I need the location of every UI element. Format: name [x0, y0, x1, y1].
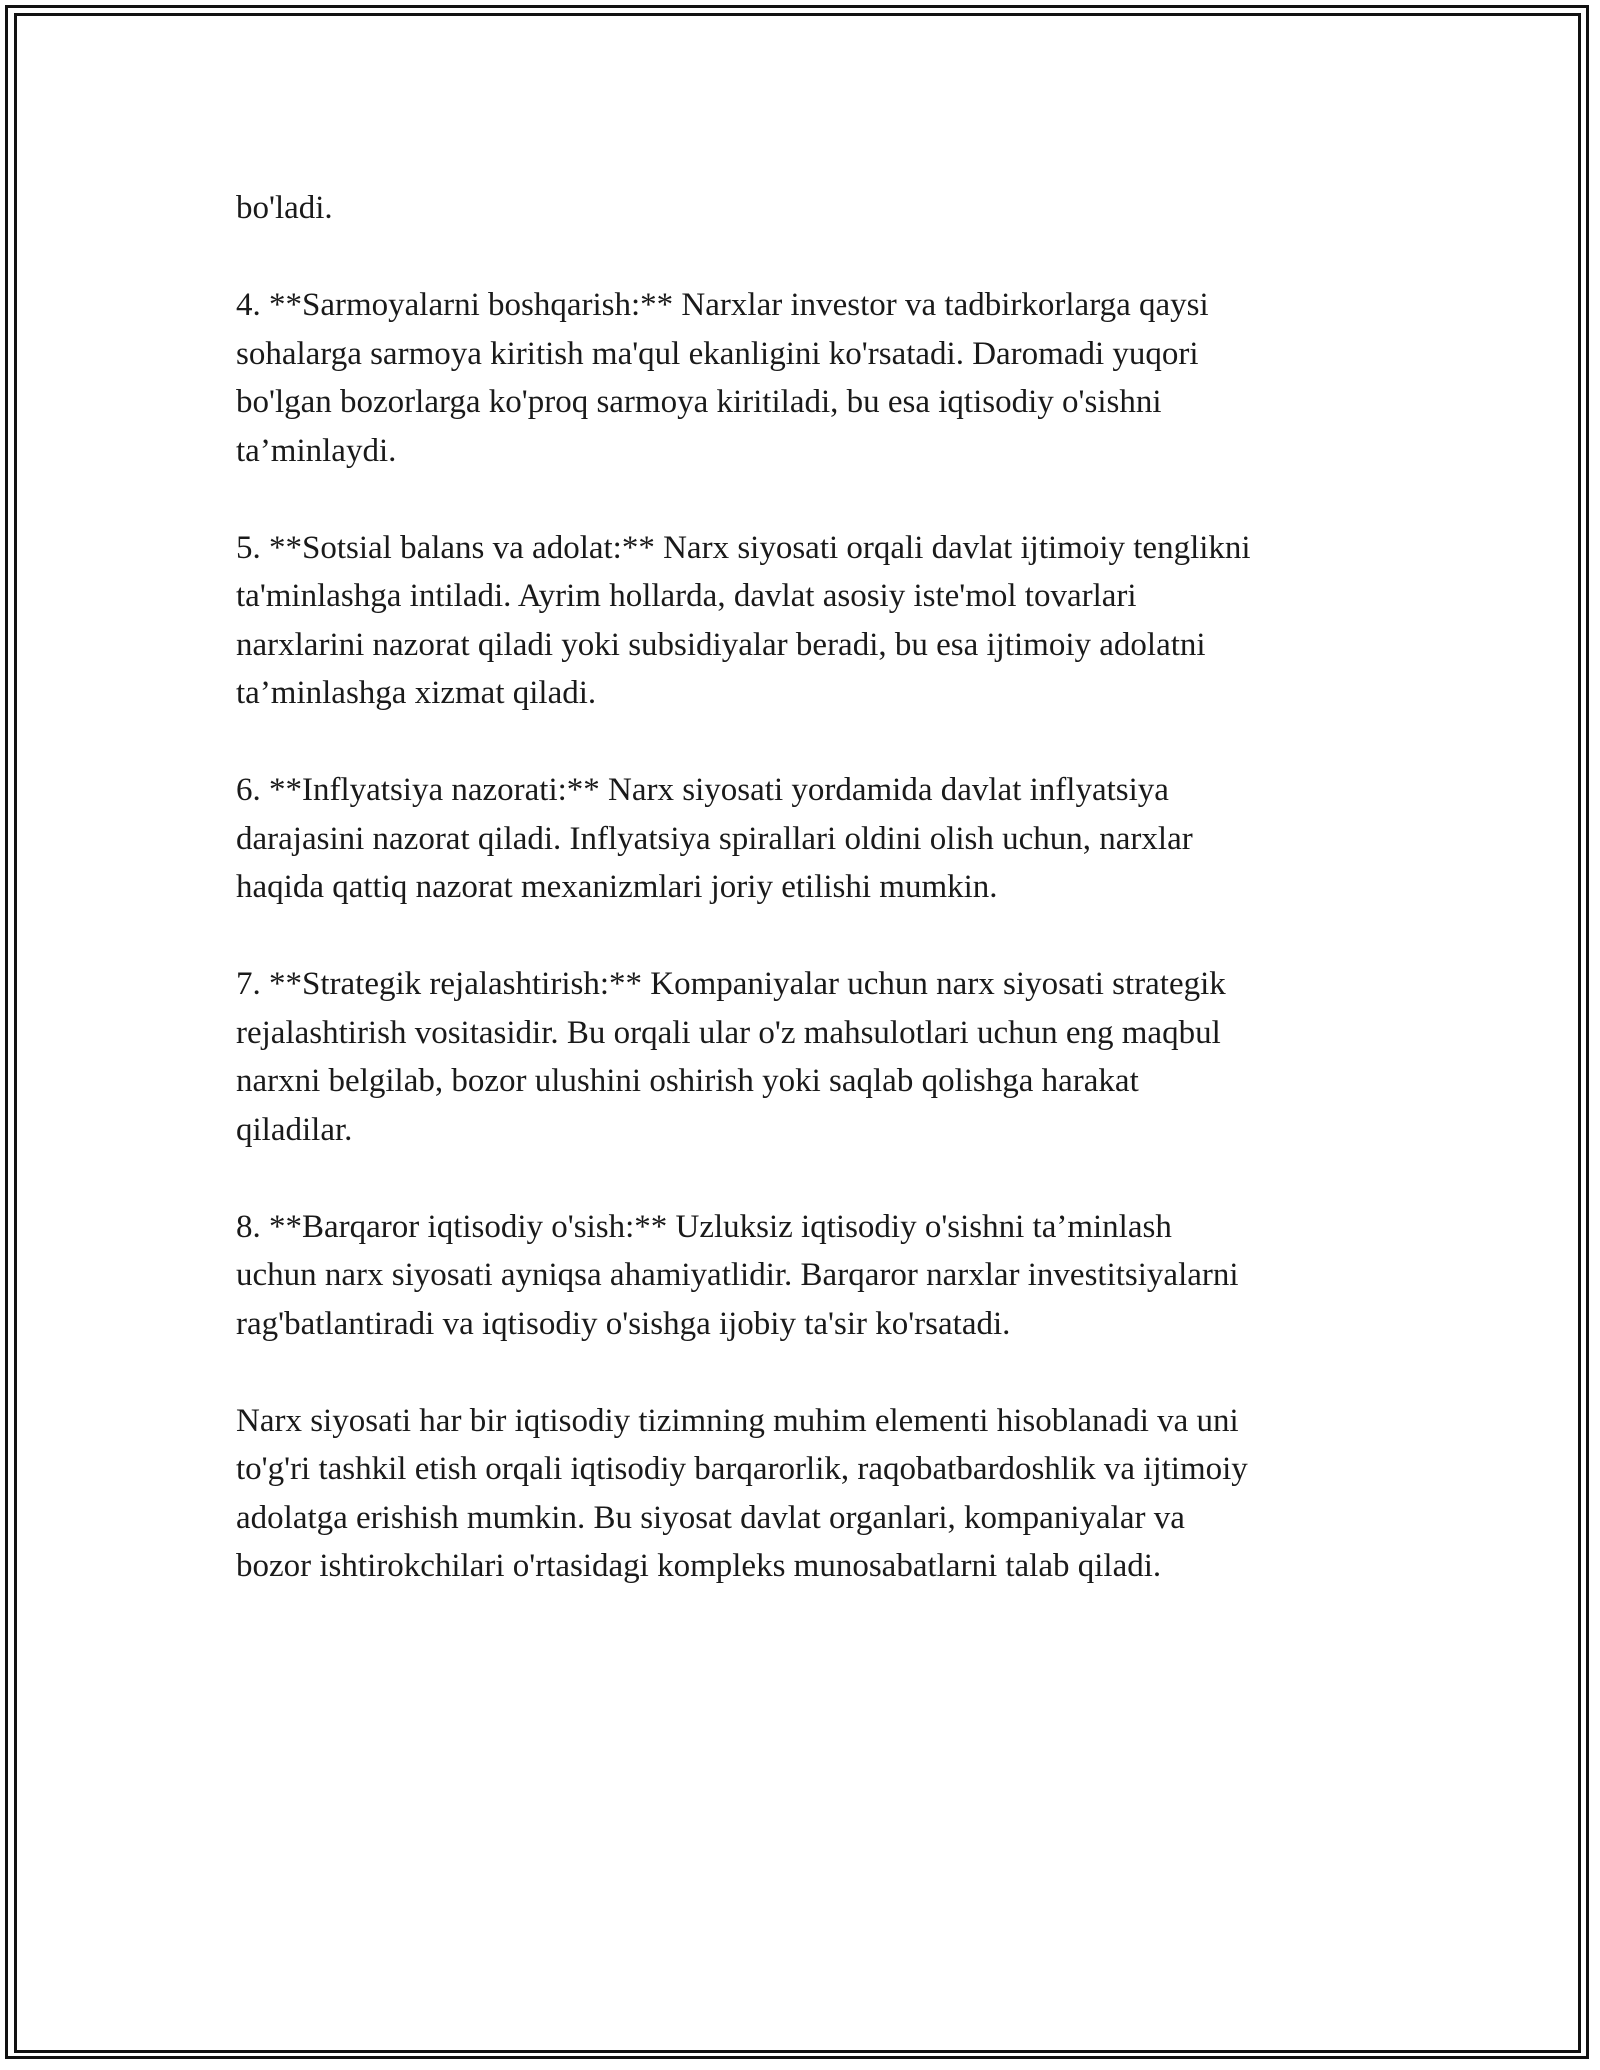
- paragraph-sotsial-balans: 5. **Sotsial balans va adolat:** Narx siyosati orqali davlat ijtimoiy tenglikni ta'minlashga intiladi. Ayrim hollarda, davlat asosiy iste'mol tovarlari narxlarini nazorat qiladi yoki subsidiyalar beradi, bu esa ijtimoiy adolatni ta’minlashga xizmat qiladi.: [236, 529, 1251, 711]
- paragraph-strategik-rejalashtirish: 7. **Strategik rejalashtirish:** Kompaniyalar uchun narx siyosati strategik rejalashtirish vositasidir. Bu orqali ular o'z mahsulotlari uchun eng maqbul narxni belgilab, bozor ulushini oshirish yoki saqlab qolishga harakat qiladilar.: [236, 966, 1226, 1148]
- paragraph-barqaror-osish: 8. **Barqaror iqtisodiy o'sish:** Uzluksiz iqtisodiy o'sishni ta’minlash uchun narx siyosati ayniqsa ahamiyatlidir. Barqaror narxlar investitsiyalarni rag'batlantiradi va iqtisodiy o'sishga ijobiy ta'sir ko'rsatadi.: [236, 1208, 1239, 1342]
- paragraph-sarmoyalarni-boshqarish: 4. **Sarmoyalarni boshqarish:** Narxlar investor va tadbirkorlarga qaysi sohalarga sarmoya kiritish ma'qul ekanligini ko'rsatadi. Daromadi yuqori bo'lgan bozorlarga ko'proq sarmoya kiritiladi, bu esa iqtisodiy o'sishni ta’minlaydi.: [236, 287, 1209, 469]
- paragraph-inflyatsiya-nazorati: 6. **Inflyatsiya nazorati:** Narx siyosati yordamida davlat inflyatsiya darajasini nazorat qiladi. Inflyatsiya spirallari oldini olish uchun, narxlar haqida qattiq nazorat mexanizmlari joriy etilishi mumkin.: [236, 772, 1193, 905]
- paragraph-conclusion: Narx siyosati har bir iqtisodiy tizimning muhim elementi hisoblanadi va uni to'g'ri tashkil etish orqali iqtisodiy barqarorlik, raqobatbardoshlik va ijtimoiy adolatga erishish mumkin. Bu siyosat davlat organlari, kompaniyalar va bozor ishtirokchilari o'rtasidagi kompleks munosabatlarni talab qiladi.: [236, 1402, 1248, 1584]
- document-body: [236, 184, 1386, 1639]
- continuation-line: bo'ladi.: [236, 190, 333, 226]
